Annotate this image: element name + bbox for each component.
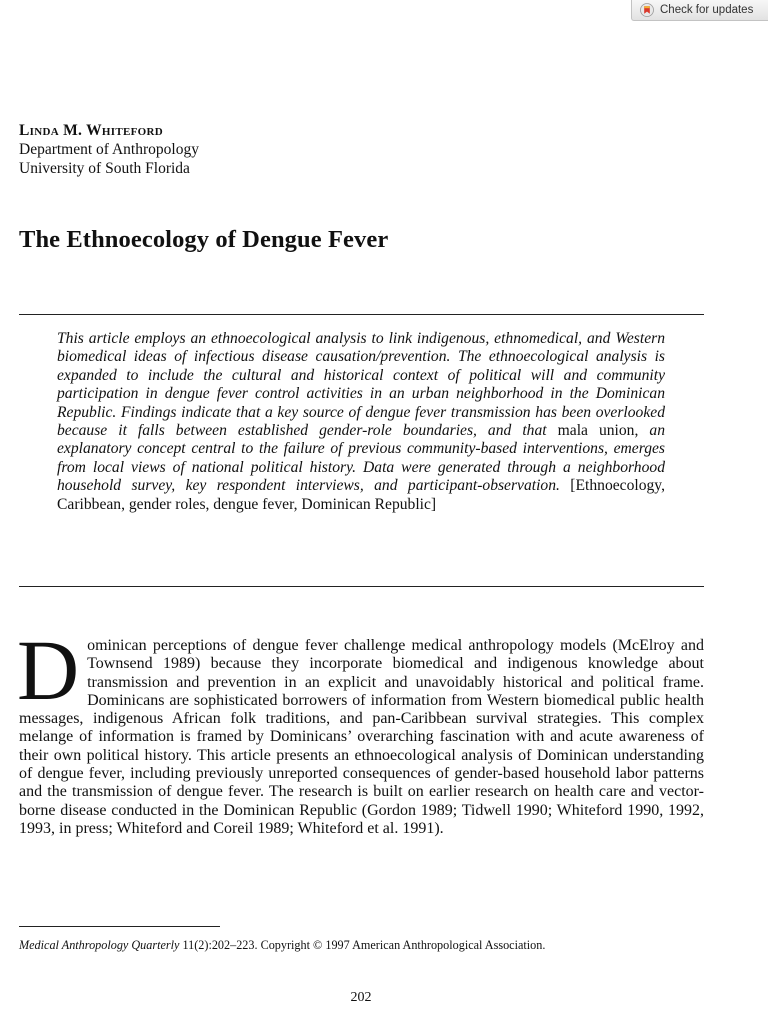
body-paragraph bbox=[17, 622, 704, 838]
footnote-journal: Medical Anthropology Quarterly bbox=[19, 938, 180, 952]
abstract bbox=[57, 330, 665, 514]
abstract-keywords: [Ethnoecology, Caribbean, gender roles, dengue fever, Dominican Republic] bbox=[57, 477, 665, 513]
check-for-updates-label: Check for updates bbox=[660, 4, 754, 16]
page-number: 202 bbox=[350, 990, 372, 1005]
abstract-term-mala-union: mala union, bbox=[557, 422, 639, 440]
author-university: University of South Florida bbox=[19, 160, 190, 177]
body-text: ominican perceptions of dengue fever challenge medical anthropology models (McElroy and Townsend 1989) because they incorporate biomedical and indigenous knowledge about transmission and prevention in an explicit and unavoidably historical and political frame. Dominicans are sophisticated borrowers of information from Western biomedical public health messages, indigenous African folk traditions, and pan-Caribbean survival strategies. This complex melange of information is framed by Dominicans’ overarching fascination with and acute awareness of their own political history. This article presents an ethnoecological analysis of Dominican understanding of dengue fever, including previously unreported consequences of gender-based household labor patterns and the transmission of dengue fever. The research is built on earlier research on health care and vector-borne disease conducted in the Dominican Republic (Gordon 1989; Tidwell 1990; Whiteford 1990, 1992, 1993, in press; Whiteford and Coreil 1989; Whiteford et al. 1991). bbox=[19, 637, 704, 837]
abstract-italic-part-2: an explanatory concept central to the failure of previous community-based interventions, emerges from local views of national political history. Data were generated through a neighborhood household survey, key respondent interviews, and participant-observation. bbox=[57, 422, 666, 495]
drop-cap: D bbox=[17, 622, 80, 718]
abstract-top-rule bbox=[19, 314, 704, 315]
crossmark-icon bbox=[640, 3, 654, 17]
check-for-updates-button[interactable] bbox=[631, 0, 768, 21]
author-name: Linda M. Whiteford bbox=[19, 122, 163, 139]
author-block bbox=[19, 121, 199, 178]
abstract-italic-part-1: This article employs an ethnoecological analysis to link indigenous, ethnomedical, and Western biomedical ideas of infectious disease causation/prevention. The ethnoecological analysis is expanded to include the cultural and historical context of political will and community participation in dengue fever control activities in an urban neighborhood in the Dominican Republic. Findings indicate that a key source of dengue fever transmission has been overlooked because it falls between established gender-role boundaries, and that bbox=[57, 330, 665, 440]
article-title: The Ethnoecology of Dengue Fever bbox=[19, 226, 389, 253]
footnote bbox=[19, 936, 704, 954]
author-department: Department of Anthropology bbox=[19, 141, 199, 158]
footnote-citation: 11(2):202–223. Copyright © 1997 American Anthropological Association. bbox=[182, 938, 546, 952]
footnote-rule bbox=[19, 926, 220, 927]
abstract-bottom-rule bbox=[19, 586, 704, 587]
